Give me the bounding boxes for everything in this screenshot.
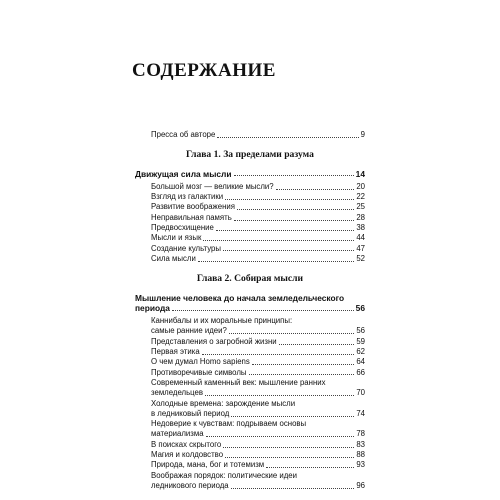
toc-entry-label: Неправильная память [151,212,232,222]
toc-entry[interactable] [135,471,365,492]
toc-entry[interactable] [135,254,365,264]
toc-section-label-line1: Мышление человека до начала земледельческого [135,292,345,303]
toc-page-number: 78 [356,429,365,439]
toc-entry-label: Пресса об авторе [151,130,216,139]
toc-page-number: 96 [356,480,365,490]
toc-entry[interactable] [135,460,365,470]
toc-leader-dots [252,364,355,365]
chapter-2-heading: Глава 2. Собирая мысли [196,273,304,285]
toc-leader-dots [216,230,354,231]
toc-leader-dots [225,457,354,458]
toc-entry[interactable] [135,368,365,378]
toc-leader-dots [172,310,354,311]
toc-entry-label: Магия и колдовство [151,450,224,460]
toc-leader-dots [203,240,354,241]
toc-leader-dots [205,395,354,396]
toc-entry[interactable] [135,202,365,212]
toc-leader-dots [223,447,354,448]
toc-entry-label-line2: материализма [151,429,204,439]
toc-leader-dots [231,416,354,417]
toc-entry-label: О чем думал Homo sapiens [151,357,250,367]
toc-leader-dots [206,436,355,437]
chapter-1-heading: Глава 1. За пределами разума [186,149,314,161]
toc-entry-label: Развитие воображения [151,202,235,212]
toc-page-number: 56 [355,302,365,313]
toc-section-label-line2: периода [135,302,170,313]
toc-page-number: 59 [356,336,365,346]
toc-entry[interactable] [135,450,365,460]
table-of-contents [135,130,365,491]
toc-entry-label-line2: в ледниковый период [151,408,230,418]
toc-page-number: 66 [356,367,365,377]
toc-leader-dots [217,137,358,138]
toc-entry-label: Создание культуры [151,243,221,253]
toc-entry[interactable] [135,213,365,223]
toc-page-number: 70 [356,388,365,398]
toc-entry-label-line1: Каннибалы и их моральные принципы: [151,316,293,326]
toc-leader-dots [223,250,354,251]
toc-entry-label-line2: ледникового периода [151,480,229,490]
toc-page-number: 9 [360,130,365,139]
toc-page-number: 88 [356,450,365,460]
toc-page-number: 52 [356,253,365,263]
toc-leader-dots [229,333,355,334]
toc-section-label: Движущая сила мысли [135,168,232,179]
toc-entry-label: Большой мозг — великие мысли? [151,181,274,191]
toc-entry-label-line2: самые ранние идеи? [151,326,227,336]
toc-entry[interactable] [135,223,365,233]
toc-leader-dots [225,199,354,200]
toc-entry-label: Природа, мана, бог и тотемизм [151,460,265,470]
toc-entry[interactable] [135,399,365,420]
toc-entry-label: Противоречивые символы [151,367,247,377]
toc-leader-dots [249,374,355,375]
toc-page-number: 22 [356,192,365,202]
toc-entry-press[interactable] [135,130,365,140]
toc-entry-label: Сила мысли [151,253,196,263]
toc-entry-label: В поисках скрытого [151,439,222,449]
toc-entry[interactable] [135,357,365,367]
toc-leader-dots [234,175,354,176]
toc-page-number: 83 [356,439,365,449]
toc-entry[interactable] [135,316,365,337]
toc-leader-dots [198,261,355,262]
toc-page-number: 44 [356,233,365,243]
toc-entry[interactable] [135,182,365,192]
toc-entry[interactable] [135,347,365,357]
toc-entry-label-line2: земледельцев [151,388,203,398]
toc-entry-label: Первая этика [151,347,200,357]
toc-page-number: 93 [356,460,365,470]
toc-leader-dots [231,488,355,489]
toc-entry-label: Представления о загробной жизни [151,336,277,346]
toc-entry-label: Предвосхищение [151,223,214,233]
toc-leader-dots [202,354,355,355]
toc-leader-dots [266,467,354,468]
toc-page-number: 25 [356,202,365,212]
toc-entry-label-line1: Недоверие к чувствам: подрываем основы [151,419,307,429]
toc-entry[interactable] [135,244,365,254]
toc-leader-dots [234,220,355,221]
toc-entry[interactable] [135,233,365,243]
toc-entry-label: Взгляд из галактики [151,192,224,202]
toc-entry-label-line1: Современный каменный век: мышление ранних [151,377,326,387]
toc-leader-dots [279,344,355,345]
toc-entry-label: Мысли и язык [151,233,202,243]
toc-entry-label-line1: Холодные времена: зарождение мысли [151,398,296,408]
toc-leader-dots [237,209,354,210]
toc-entry[interactable] [135,419,365,440]
toc-page-number: 47 [356,243,365,253]
toc-page-number: 28 [356,212,365,222]
toc-leader-dots [276,189,355,190]
toc-page-number: 20 [356,181,365,191]
page-title: СОДЕРЖАНИЕ [132,60,276,81]
toc-page-number: 62 [356,347,365,357]
toc-entry[interactable] [135,378,365,399]
toc-entry-label-line1: Воображая порядок: политические идеи [151,470,297,480]
toc-page-number: 38 [356,223,365,233]
toc-page-number: 14 [355,168,365,179]
toc-page-number: 74 [356,408,365,418]
toc-section-ch2[interactable] [135,293,365,314]
toc-page-number: 56 [356,326,365,336]
toc-section-ch1[interactable] [135,169,365,179]
toc-entry[interactable] [135,337,365,347]
toc-page-number: 64 [356,357,365,367]
toc-entry[interactable] [135,440,365,450]
toc-entry[interactable] [135,192,365,202]
